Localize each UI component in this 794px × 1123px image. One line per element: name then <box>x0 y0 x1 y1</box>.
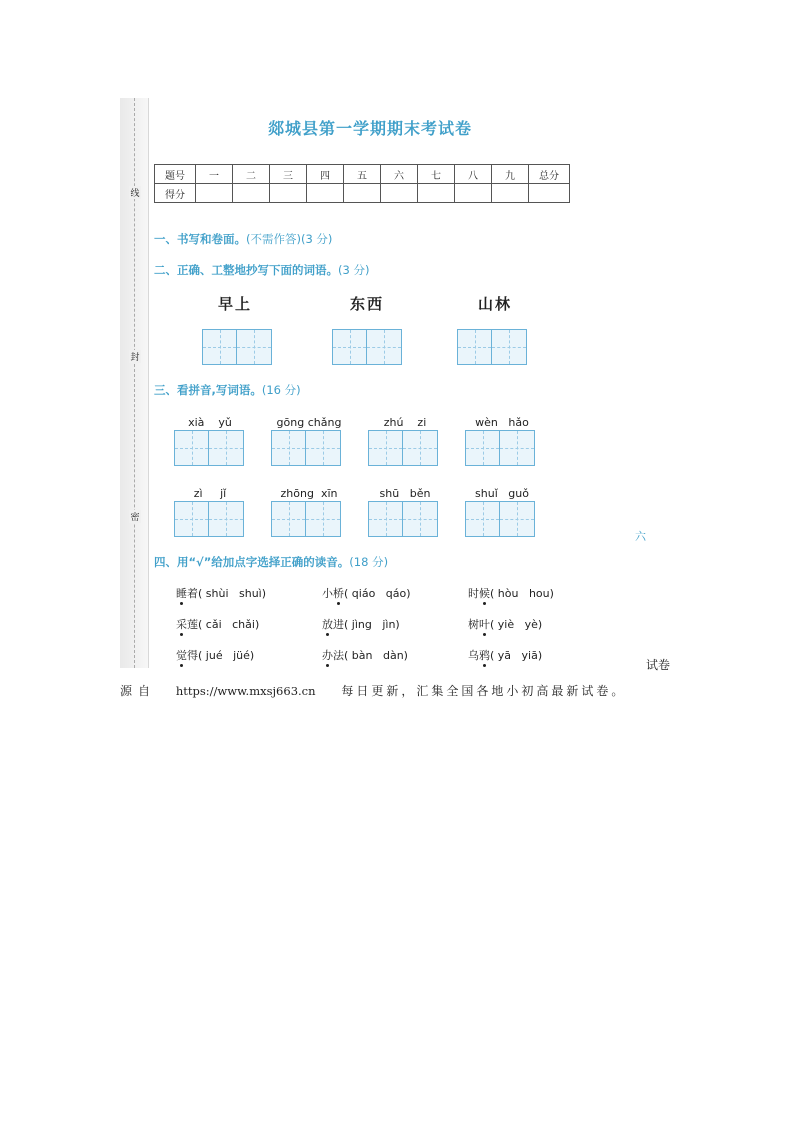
copy-word-2: 东西 <box>350 295 385 313</box>
pinyin-grid[interactable] <box>465 501 535 537</box>
copy-grid-3[interactable] <box>457 329 527 365</box>
reading-choice-item[interactable]: 采莲( cǎi chǎi) <box>176 618 260 631</box>
pinyin-label: shuǐ guǒ <box>475 487 529 500</box>
binding-gutter <box>120 98 149 668</box>
dotted-char: 鸦 <box>479 649 490 662</box>
score-col-3: 三 <box>270 165 307 184</box>
dotted-char: 办 <box>322 649 333 662</box>
dotted-char: 觉 <box>176 649 187 662</box>
score-col-9: 九 <box>492 165 529 184</box>
score-col-5: 五 <box>344 165 381 184</box>
footer-description: 每日更新，汇集全国各地小初高最新试卷。 <box>341 684 627 698</box>
section-2-text: 二、正确、工整地抄写下面的词语。 <box>154 263 338 277</box>
score-cell[interactable] <box>492 184 529 203</box>
score-table-score-row <box>155 184 570 203</box>
reading-choice-item[interactable]: 办法( bàn dàn) <box>322 649 408 662</box>
score-col-6: 六 <box>381 165 418 184</box>
score-table-header-row <box>155 165 570 184</box>
pinyin-label: gōng chǎng <box>276 416 342 429</box>
score-cell[interactable] <box>196 184 233 203</box>
dotted-char: 放 <box>322 618 333 631</box>
score-cell[interactable] <box>233 184 270 203</box>
copy-word-1: 早上 <box>218 295 253 313</box>
score-cell[interactable] <box>270 184 307 203</box>
pinyin-label: wèn hǎo <box>475 416 529 429</box>
score-col-7: 七 <box>418 165 455 184</box>
section-2-points: (3 分) <box>338 263 370 277</box>
score-col-4: 四 <box>307 165 344 184</box>
gutter-cut-line <box>134 98 135 668</box>
section-3-points: (16 分) <box>261 383 301 397</box>
copy-word-3: 山林 <box>478 295 513 313</box>
pinyin-grid[interactable] <box>465 430 535 466</box>
pinyin-label: shū běn <box>379 487 431 500</box>
pinyin-label: zì jǐ <box>193 487 227 500</box>
gutter-char-xian: 线 <box>129 186 141 199</box>
gutter-char-feng: 封 <box>129 350 141 363</box>
pinyin-grid[interactable] <box>271 430 341 466</box>
reading-choice-item[interactable]: 树叶( yiè yè) <box>468 618 543 631</box>
pinyin-grid[interactable] <box>174 501 244 537</box>
exam-title: 郯城县第一学期期末考试卷 <box>267 119 472 138</box>
pinyin-grid[interactable] <box>271 501 341 537</box>
pinyin-grid[interactable] <box>368 430 438 466</box>
reading-choice-item[interactable]: 乌鸦( yā yiā) <box>468 649 543 662</box>
pinyin-grid[interactable] <box>174 430 244 466</box>
section-4-text: 四、用“√”给加点字选择正确的读音。 <box>154 555 350 569</box>
score-cell[interactable] <box>344 184 381 203</box>
score-col-8: 八 <box>455 165 492 184</box>
section-1-text: 一、书写和卷面。 <box>154 232 246 246</box>
score-col-1: 一 <box>196 165 233 184</box>
section-1-points: (不需作答)(3 分) <box>246 232 333 246</box>
footer-url-link[interactable]: https://www.mxsj663.cn <box>175 684 316 698</box>
reading-choice-item[interactable]: 觉得( jué jüé) <box>176 649 255 662</box>
section-4-points: (18 分) <box>349 555 389 569</box>
score-cell[interactable] <box>455 184 492 203</box>
source-footer <box>120 682 626 699</box>
reading-choice-item[interactable]: 睡着( shùi shuì) <box>176 587 267 600</box>
score-cell[interactable] <box>307 184 344 203</box>
copy-grid-2[interactable] <box>332 329 402 365</box>
score-table <box>154 164 570 203</box>
corner-text: 试卷 <box>646 658 671 672</box>
dotted-char: 叶 <box>479 618 490 631</box>
reading-choice-item[interactable]: 时候( hòu hou) <box>468 587 554 600</box>
pinyin-grid[interactable] <box>368 501 438 537</box>
score-table-row-label: 题号 <box>155 165 196 184</box>
pinyin-label: xià yǔ <box>188 416 232 429</box>
score-row-label: 得分 <box>155 184 196 203</box>
score-col-2: 二 <box>233 165 270 184</box>
section-3-text: 三、看拼音,写词语。 <box>154 383 262 397</box>
stray-mark: 六 <box>635 530 646 543</box>
dotted-char: 采 <box>176 618 187 631</box>
section-1-heading <box>154 231 332 247</box>
section-4-heading <box>154 554 388 570</box>
pinyin-label: zhōng xīn <box>280 487 338 500</box>
section-3-heading <box>154 382 301 398</box>
score-cell[interactable] <box>418 184 455 203</box>
dotted-char: 桥 <box>333 587 344 600</box>
score-cell[interactable] <box>529 184 570 203</box>
reading-choice-item[interactable]: 放进( jìng jìn) <box>322 618 400 631</box>
copy-grid-1[interactable] <box>202 329 272 365</box>
pinyin-label: zhú zi <box>383 416 427 429</box>
footer-source-label: 源自 <box>120 684 157 698</box>
score-col-total: 总分 <box>529 165 570 184</box>
dotted-char: 睡 <box>176 587 187 600</box>
reading-choice-item[interactable]: 小桥( qiáo qáo) <box>322 587 411 600</box>
section-2-heading <box>154 262 369 278</box>
dotted-char: 候 <box>479 587 490 600</box>
exam-paper <box>120 98 680 668</box>
gutter-char-mi: 密 <box>129 510 141 523</box>
score-cell[interactable] <box>381 184 418 203</box>
